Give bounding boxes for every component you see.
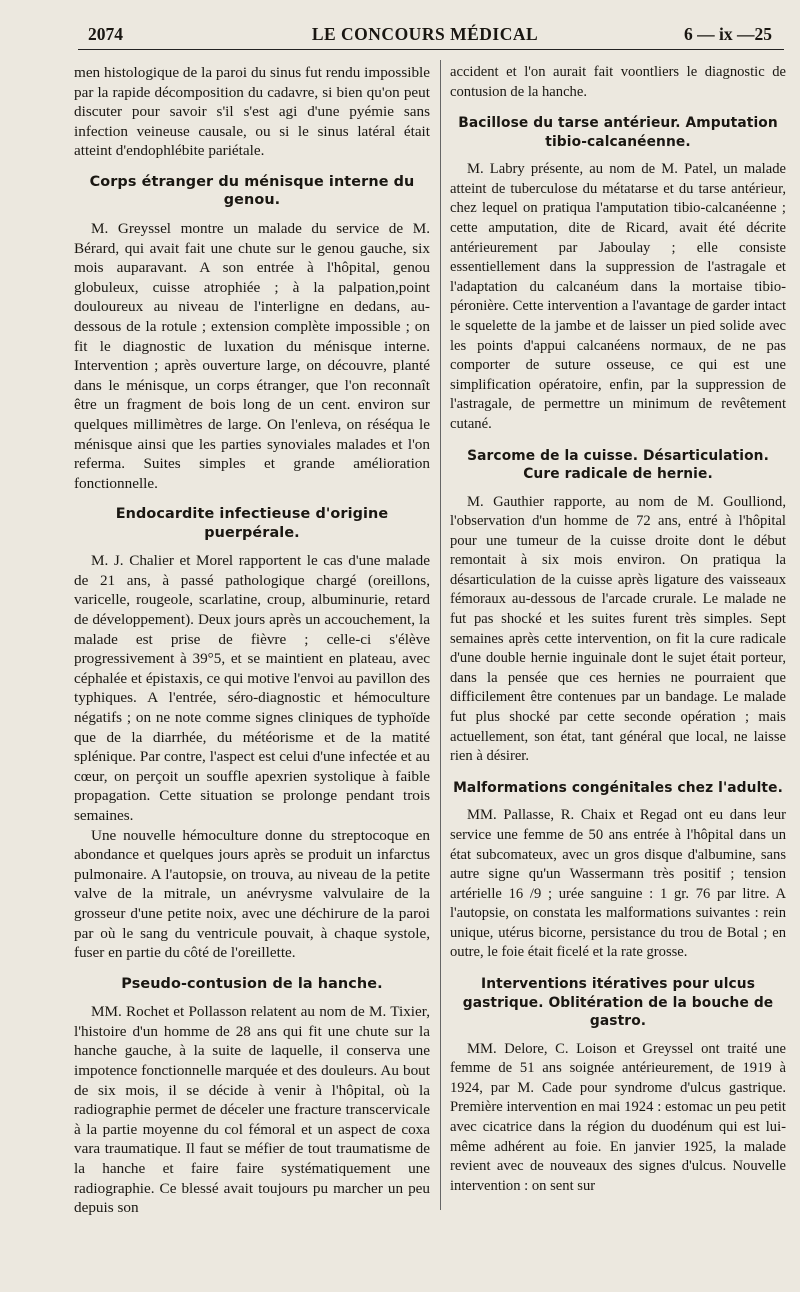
header-rule bbox=[78, 49, 784, 50]
paragraph: MM. Pallasse, R. Chaix et Regad ont eu dans leur service une femme de 50 ans entrée à l'hôpital dans un état subcomateux, avec un gros disque d'albumine, sans autre signe qu'un Wassermann très positif ; tension artérielle 16 /9 ; urée sanguine : 1 gr. 76 par litre. A l'autopsie, on constata les malformations suivantes : rein unique, utérus bicorne, persistance du trou de Botal ; en outre, le foie était ficelé et la rate grosse. bbox=[450, 807, 786, 961]
column-divider bbox=[440, 60, 441, 1210]
page-number: 2074 bbox=[88, 24, 123, 44]
paragraph: MM. Delore, C. Loison et Greyssel ont traité une femme de 51 ans soignée antérieurement, de 1919 à 1924, par M. Cade pour syndrome d'ulcus gastrique. Première intervention en mai 1924 : estomac un peu petit avec cicatrice dans la région du duodénum qui est lui-même adhérent au foie. En janvier 1925, la malade revient avec de nouveaux des signes d'ulcus. Nouvelle intervention : on sent sur bbox=[450, 1040, 786, 1194]
paragraph: M. Greyssel montre un malade du service de M. Bérard, qui avait fait une chute sur le genou gauche, six mois auparavant. A son entrée à l'hôpital, genou globuleux, cuisse atrophiée ; à la palpation,point douloureux au niveau de l'interligne en dedans, au-dessous de la rotule ; extension complète impossible ; on fit le diagnostic de luxation du ménisque interne. Intervention ; après ouverture large, on découvre, planté dans le ménisque, un corps étranger, que l'on reconnaît être un fragment de bois long de un cent. environ sur quelques millimètres de large. On l'enleva, on réséqua le ménisque ainsi que les parties synoviales malades et l'on referma. Suites simples et grande amélioration fonctionnelle. bbox=[74, 219, 430, 492]
section-heading: Interventions itératives pour ulcus gastrique. Oblitération de la bouche de gastro. bbox=[462, 976, 774, 1030]
paragraph: M. J. Chalier et Morel rapportent le cas d'une malade de 21 ans, à passé pathologique chargé (oreillons, varicelle, rougeole, scarlatine, croup, albuminurie, retard de développement). Deux jours après un accouchement, la malade est prise de fièvre ; celle-ci s'élève progressivement à 39°5, et se maintient en plateau, avec céphalée et épistaxis, ce qui motive l'envoi au pavillon des typhiques. A l'entrée, séro-diagnostic et hémoculture négatifs ; on ne note comme signes cliniques de typhoïde que de la diarrhée, du météorisme et de la matité splénique. Par contre, l'aspect est celui d'une infectée et au cœur, on perçoit un souffle apexrien systolique à faible propagation. Cette situation se prolonge pendant trois semaines. bbox=[74, 552, 430, 824]
paragraph: men histologique de la paroi du sinus fut rendu impossible par la rapide décomposition du cadavre, si bien qu'on peut discuter pour savoir s'il s'est agi d'une pyémie sans infection veineuse causale, ou si le sinus latéral était atteint d'endophlébite pariétale. bbox=[74, 64, 430, 160]
page-header bbox=[78, 22, 772, 48]
paragraph: MM. Rochet et Pollasson relatent au nom de M. Tixier, l'histoire d'un homme de 28 ans qui fit une chute sur la hanche gauche, à la suite de laquelle, il conserva une impotence fonctionnelle marquée et des douleurs. Au bout de six mois, il se décide à venir à l'hôpital, où la radiographie permet de déceler une fracture transcervicale à la partie moyenne du col fémoral et un aspect de coxa vara traumatique. Il faut se méfier de tout traumatisme de la hanche et faire faire systématiquement une radiographie. Ce blessé avait toujours pu marcher un peu depuis son bbox=[74, 1003, 430, 1217]
section-heading: Bacillose du tarse antérieur. Amputation tibio-calcanéenne. bbox=[458, 115, 778, 150]
section-heading: Endocardite infectieuse d'origine puerpérale. bbox=[115, 506, 389, 541]
paragraph: accident et l'on aurait fait voontliers le diagnostic de contusion de la hanche. bbox=[450, 64, 786, 100]
section-heading: Corps étranger du ménisque interne du genou. bbox=[89, 173, 415, 209]
right-column bbox=[450, 63, 786, 1196]
section-heading: Pseudo-contusion de la hanche. bbox=[121, 975, 383, 992]
paragraph: M. Labry présente, au nom de M. Patel, un malade atteint de tuberculose du métatarse et du tarse antérieur, chez lequel on pratiqua l'amputation tibio-calcanéenne ; cette amputation, dite de Ricard, avait été décrite antérieurement par Jaboulay ; elle consiste essentiellement dans la suppression de l'astragale et l'adaptation du calcanéum dans la mortaise tibio-péronière. Cette intervention a l'avantage de garder intact le squelette de la jambe et de laisser un pied solide avec les points d'appui calcanéens normaux, de ne pas comporter de suture osseuse, ce qui est une simplification opératoire, enfin, par la suppression de l'astragale, de permettre un minimum de revêtement cutané. bbox=[450, 161, 786, 432]
paragraph: Une nouvelle hémoculture donne du streptocoque en abondance et quelques jours après se produit un infarctus pulmonaire. A l'autopsie, on trouva, au niveau de la petite valve de la mitrale, un anévrysme valvulaire de la grosseur d'une petite noix, avec une déchirure de la paroi par où le sang du ventricule pouvait, à chaque systole, fuser en partie du côté de l'oreillette. bbox=[74, 826, 430, 962]
section-heading: Malformations congénitales chez l'adulte. bbox=[453, 779, 783, 796]
paragraph: M. Gauthier rapporte, au nom de M. Goulliond, l'observation d'un homme de 72 ans, entré à l'hôpital pour une tumeur de la cuisse droite dont le début remontait à six mois environ. On pratiqua la désarticulation de la cuisse après ligature des vaisseaux fémoraux au-dessous de l'arcade crurale. Le malade ne fut pas shocké et les suites furent très simples. Sept semaines après cette intervention, on fit la cure radicale d'une double hernie inguinale dont le sujet était porteur, dans la pensée que ces hernies ne pourraient que difficilement être contenues par un bandage. Le malade fut plus shocké par cette seconde opération ; mais actuellement, son état, tant général que local, ne laisse rien à désirer. bbox=[450, 493, 786, 765]
issue-date: 6 — ix —25 bbox=[684, 24, 772, 44]
journal-title: LE CONCOURS MÉDICAL bbox=[311, 24, 539, 44]
section-heading: Sarcome de la cuisse. Désarticulation. Cure radicale de hernie. bbox=[467, 447, 769, 482]
left-column bbox=[74, 63, 430, 1218]
